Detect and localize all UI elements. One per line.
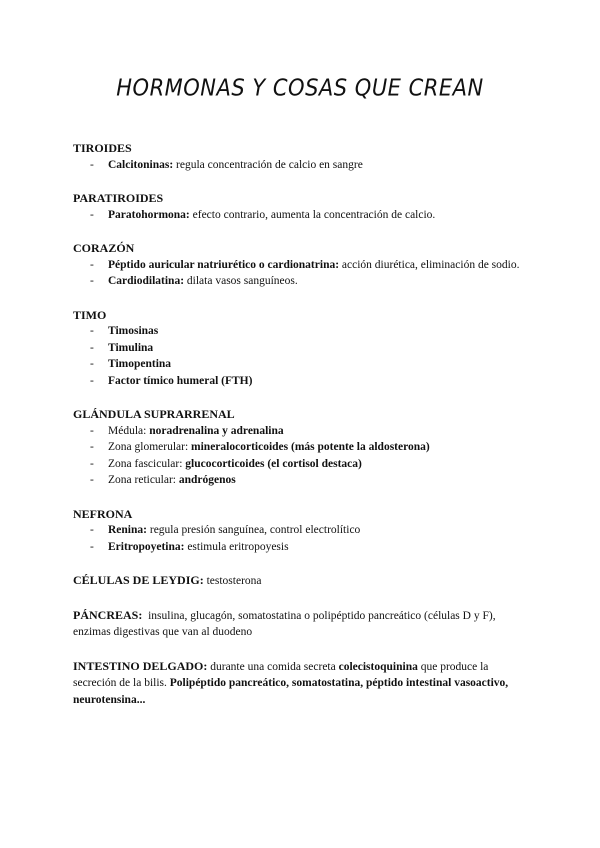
item-list	[73, 257, 523, 290]
item-term: Factor tímico humeral (FTH)	[108, 374, 253, 387]
item-zone: Zona fascicular:	[108, 457, 186, 470]
list-item	[73, 522, 523, 539]
list-item	[73, 472, 523, 489]
paragraph-text: insulina, glucagón, somatostatina o polipéptido pancreático (células D y F), enzimas digestivas que van al duodeno	[73, 609, 499, 638]
section-pancreas	[73, 607, 523, 641]
list-item	[73, 273, 523, 290]
section-heading: CORAZÓN	[73, 241, 135, 255]
page-title: HORMONAS Y COSAS QUE CREAN	[116, 75, 484, 101]
paragraph-text: durante una comida secreta	[207, 660, 339, 673]
section-heading: TIROIDES	[73, 141, 132, 155]
list-item	[73, 207, 523, 224]
item-description: regula concentración de calcio en sangre	[173, 158, 363, 171]
list-item	[73, 539, 523, 556]
item-term: Timopentina	[108, 358, 172, 370]
list-item	[73, 439, 523, 456]
highlight-term: Polipéptido pancreático, somatostatina, péptido intestinal vasoactivo, neurotensina...	[73, 677, 509, 706]
paragraph	[73, 607, 523, 641]
section-heading: NEFRONA	[73, 506, 133, 521]
section-nefrona	[73, 506, 523, 556]
section-intestino	[73, 658, 523, 709]
list-item	[73, 356, 523, 373]
item-term: Paratohormona:	[108, 208, 190, 221]
item-term: noradrenalina y adrenalina	[149, 424, 284, 437]
item-list	[73, 323, 523, 389]
section-suprarrenal	[73, 406, 523, 489]
highlight-term: colecistoquinina	[338, 660, 418, 673]
section-heading: GLÁNDULA SUPRARRENAL	[73, 407, 235, 421]
item-description: regula presión sanguínea, control electrolítico	[146, 524, 361, 536]
list-item	[73, 157, 523, 174]
paragraph	[73, 658, 523, 709]
item-term: Calcitoninas:	[108, 158, 174, 171]
item-description: acción diurética, eliminación de sodio.	[339, 258, 520, 271]
item-description: dilata vasos sanguíneos.	[184, 275, 298, 287]
list-item	[73, 323, 523, 340]
item-description: estimula eritropoyesis	[184, 540, 289, 553]
section-leydig	[73, 572, 523, 590]
list-item	[73, 257, 523, 274]
paragraph-text: testosterona	[203, 575, 262, 587]
section-paratiroides	[73, 190, 523, 223]
section-heading: CÉLULAS DE LEYDIG:	[73, 573, 204, 587]
item-description: efecto contrario, aumenta la concentración de calcio.	[189, 208, 436, 221]
item-term: andrógenos	[178, 474, 236, 486]
section-heading: PARATIROIDES	[73, 191, 164, 205]
item-list	[73, 423, 523, 489]
section-corazon	[73, 240, 523, 290]
item-term: Eritropoyetina:	[108, 540, 185, 553]
paragraph	[73, 572, 523, 590]
section-heading: INTESTINO DELGADO:	[73, 658, 208, 673]
section-tiroides	[73, 140, 523, 173]
list-item	[73, 340, 523, 357]
item-list	[73, 522, 523, 555]
item-zone: Médula:	[108, 424, 150, 437]
item-zone: Zona reticular:	[108, 474, 179, 486]
item-term: Péptido auricular natriurético o cardionatrina:	[108, 258, 340, 271]
paragraph-text: que produce la secreción de la bilis.	[73, 660, 489, 689]
item-term: Timosinas	[108, 325, 159, 337]
document-body	[73, 140, 523, 725]
item-term: glucocorticoides (el cortisol destaca)	[185, 457, 362, 470]
list-item	[73, 456, 523, 473]
item-term: Renina:	[108, 524, 147, 536]
item-term: Timulina	[108, 341, 154, 354]
item-list	[73, 207, 523, 224]
section-heading: PÁNCREAS:	[73, 607, 143, 622]
list-item	[73, 373, 523, 390]
item-term: mineralocorticoides (más potente la aldosterona)	[191, 441, 430, 453]
item-term: Cardiodilatina:	[108, 275, 185, 287]
item-list	[73, 157, 523, 174]
section-timo	[73, 307, 523, 390]
list-item	[73, 423, 523, 440]
item-zone: Zona glomerular:	[108, 441, 192, 453]
section-heading: TIMO	[73, 307, 107, 322]
